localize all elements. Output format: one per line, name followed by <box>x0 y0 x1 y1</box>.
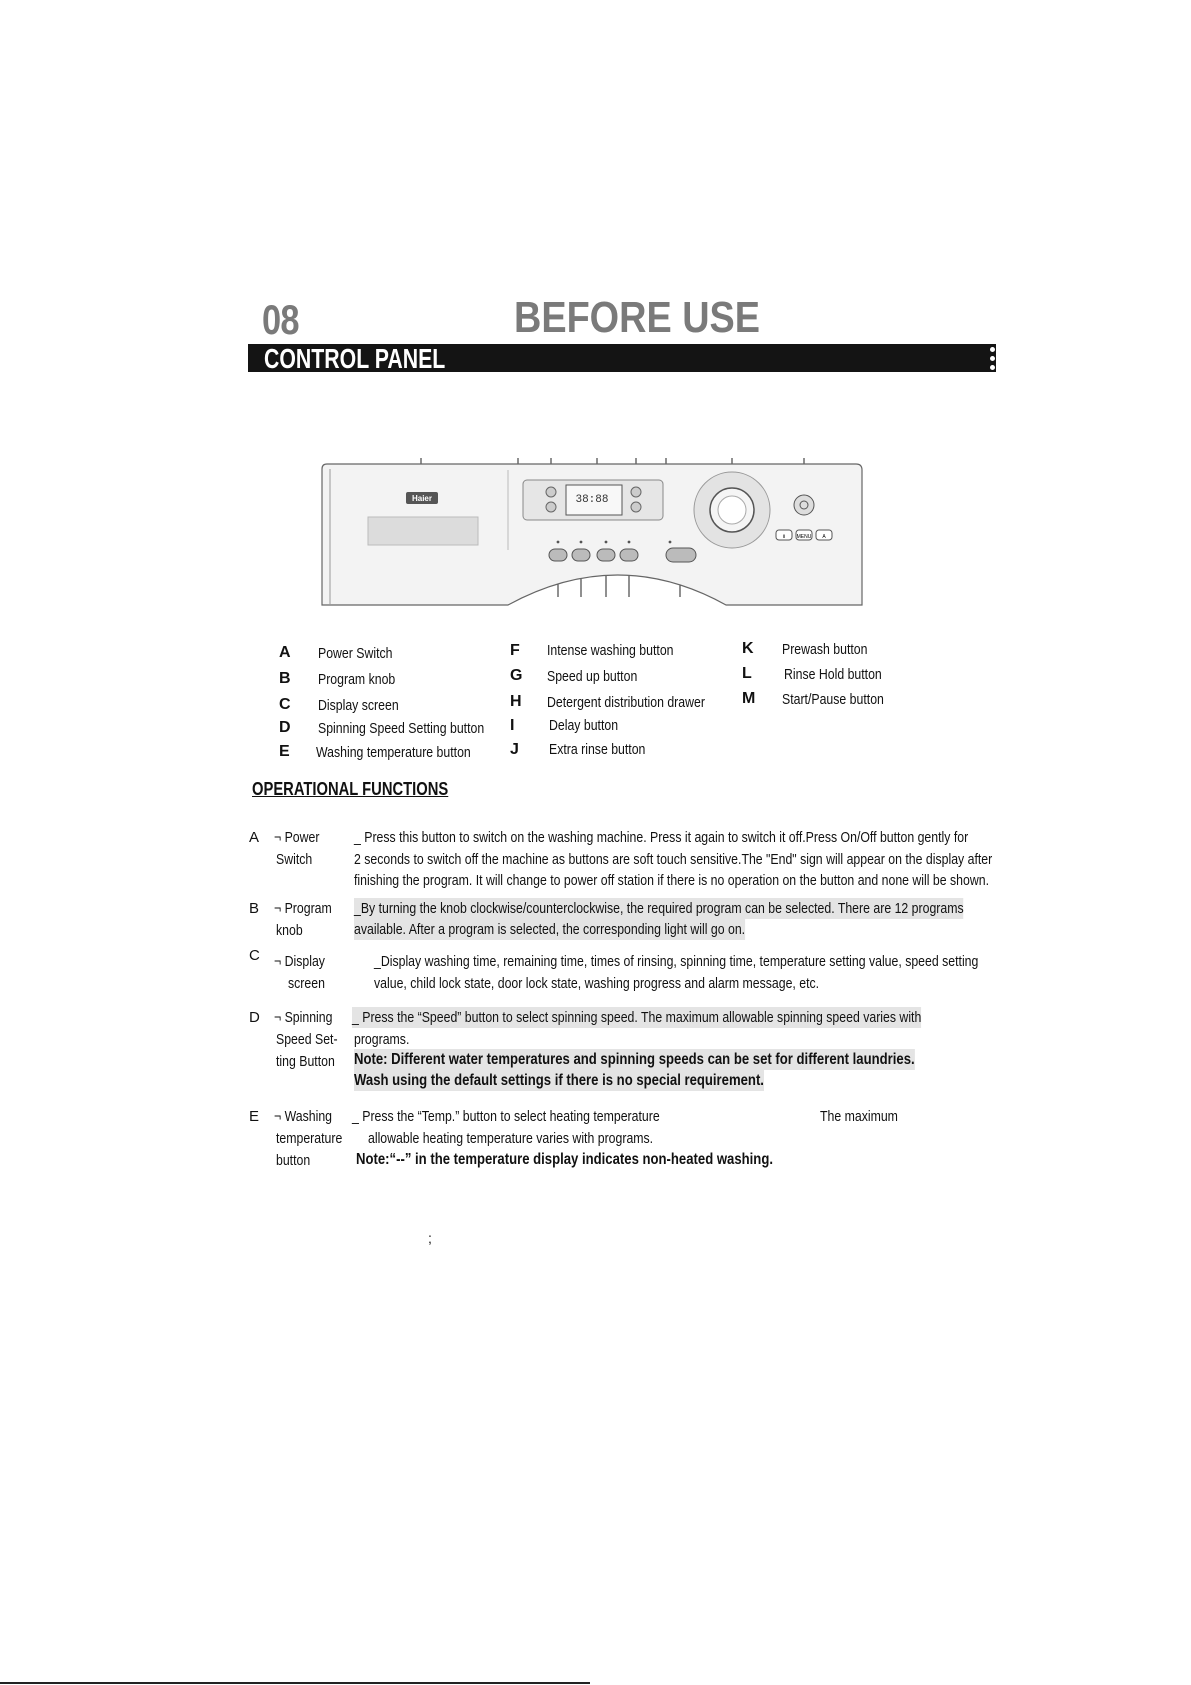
op-name: Switch <box>276 851 313 868</box>
op-letter: C <box>249 947 260 964</box>
legend-letter: L <box>742 665 752 682</box>
legend-name: Display screen <box>318 697 399 714</box>
legend-letter: B <box>279 670 291 687</box>
option-button-icon[interactable] <box>546 487 556 497</box>
op-name: temperature <box>276 1130 343 1147</box>
legend-name: Intense washing button <box>547 642 674 659</box>
op-text-line: _ Press the “Speed” button to select spinning speed. The maximum allowable spinning speed varies with <box>352 1009 922 1026</box>
page-number: 08 <box>262 296 299 343</box>
legend-letter: K <box>742 640 754 657</box>
op-name: ¬ Program <box>274 900 332 917</box>
op-text-line: finishing the program. It will change to power off station if there is no operation on the button and none will be shown. <box>354 872 989 889</box>
op-note-line: Wash using the default settings if there is no special requirement. <box>354 1072 764 1089</box>
legend-letter: G <box>510 667 523 684</box>
stray-mark: ; <box>428 1230 432 1246</box>
small-button-label: MENU <box>796 534 812 540</box>
legend-letter: A <box>279 644 291 661</box>
op-note-line: Note: Different water temperatures and spinning speeds can be set for different laundries. <box>354 1051 915 1068</box>
op-text-line: _ Press the “Temp.” button to select heating temperature <box>352 1108 660 1125</box>
op-letter: A <box>249 829 260 846</box>
op-name: screen <box>288 975 325 992</box>
op-name: Speed Set- <box>276 1031 338 1048</box>
legend-letter: F <box>510 642 520 659</box>
legend-name: Washing temperature button <box>316 744 471 761</box>
legend-name: Rinse Hold button <box>784 666 882 683</box>
legend-letter: C <box>279 696 291 713</box>
small-button-label: A <box>822 534 826 540</box>
legend-name: Spinning Speed Setting button <box>318 720 485 737</box>
power-switch[interactable] <box>794 495 814 515</box>
legend-name: Program knob <box>318 671 396 688</box>
program-knob-center <box>718 496 746 524</box>
op-text-line: value, child lock state, door lock state, washing progress and alarm message, etc. <box>374 975 820 992</box>
legend-letter: H <box>510 693 522 710</box>
legend-letter: I <box>510 717 515 734</box>
op-name: ting Button <box>276 1053 335 1070</box>
bottom-rule <box>0 1682 590 1684</box>
op-name: ¬ Display <box>274 953 325 970</box>
legend-name: Detergent distribution drawer <box>547 694 705 711</box>
option-button-icon[interactable] <box>631 502 641 512</box>
op-text-line: 2 seconds to switch off the machine as buttons are soft touch sensitive.The "End" sign will appear on the display after <box>354 851 993 868</box>
legend-letter: D <box>279 719 291 736</box>
option-button-icon[interactable] <box>631 487 641 497</box>
brand-logo-text: Haier <box>411 494 433 503</box>
section-title: CONTROL PANEL <box>264 343 446 374</box>
control-panel-diagram <box>318 450 868 618</box>
op-text-line: _By turning the knob clockwise/counterclockwise, the required program can be selected. There are 12 programs <box>354 900 964 917</box>
display-digits: 38:88 <box>575 494 609 506</box>
op-text-line: programs. <box>354 1031 410 1048</box>
small-button-label: Ⅱ <box>782 534 786 540</box>
legend-name: Start/Pause button <box>782 691 884 708</box>
op-name: knob <box>276 922 303 939</box>
legend-name: Extra rinse button <box>549 741 646 758</box>
detergent-drawer[interactable] <box>368 517 478 545</box>
option-button-icon[interactable] <box>546 502 556 512</box>
op-letter: B <box>249 900 260 917</box>
legend-name: Power Switch <box>318 645 393 662</box>
op-text-line: allowable heating temperature varies with programs. <box>368 1130 654 1147</box>
op-letter: E <box>249 1108 260 1125</box>
bar-dot <box>990 365 995 370</box>
op-text-aside: The maximum <box>820 1108 898 1125</box>
op-name: button <box>276 1152 311 1169</box>
op-name: ¬ Washing <box>274 1108 333 1125</box>
op-name: ¬ Spinning <box>274 1009 333 1026</box>
legend-name: Speed up button <box>547 668 638 685</box>
op-text-line: _Display washing time, remaining time, times of rinsing, spinning time, temperature setting value, speed setting <box>374 953 979 970</box>
op-note-line: Note:“--” in the temperature display indicates non-heated washing. <box>356 1151 773 1168</box>
op-letter: D <box>249 1009 260 1026</box>
page-title: BEFORE USE <box>514 293 761 342</box>
bar-dot <box>990 347 995 352</box>
legend-name: Delay button <box>549 717 619 734</box>
bar-dot <box>990 356 995 361</box>
op-name: ¬ Power <box>274 829 320 846</box>
operational-functions-heading: OPERATIONAL FUNCTIONS <box>252 779 449 799</box>
legend-letter: M <box>742 690 756 707</box>
legend-letter: E <box>279 743 290 760</box>
op-text-line: _ Press this button to switch on the washing machine. Press it again to switch it off.Press On/Off button gently for <box>354 829 969 846</box>
op-text-line: available. After a program is selected, the corresponding light will go on. <box>354 921 746 938</box>
legend-name: Prewash button <box>782 641 868 658</box>
legend-letter: J <box>510 741 519 758</box>
